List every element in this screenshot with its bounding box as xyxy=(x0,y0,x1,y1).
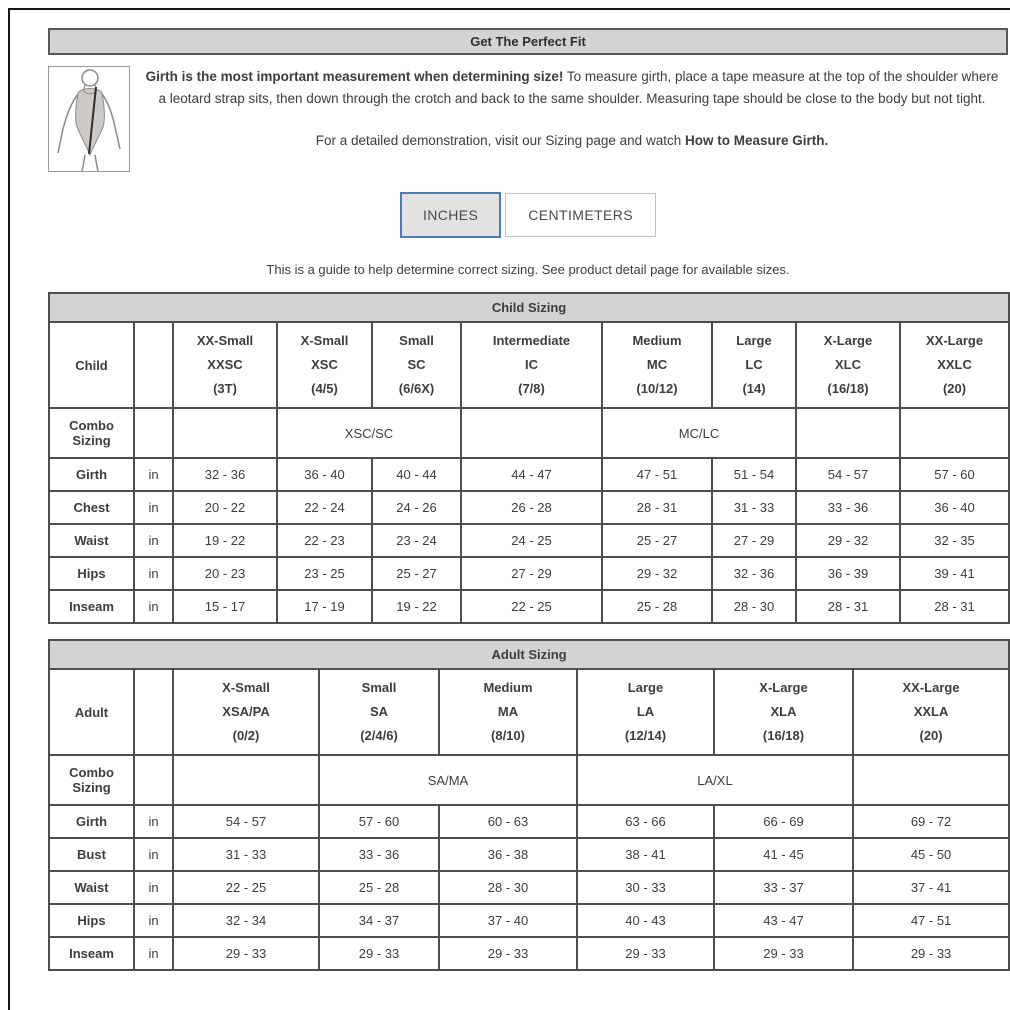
girth-measure-diagram-icon xyxy=(48,66,130,172)
combo-sizing-cell: LA/XL xyxy=(577,755,853,805)
size-range-cell: 30 - 33 xyxy=(577,871,714,904)
size-range-cell: 22 - 23 xyxy=(277,524,372,557)
size-range-cell: 17 - 19 xyxy=(277,590,372,623)
measurement-row xyxy=(49,838,1009,871)
unit-cell: in xyxy=(134,557,173,590)
size-range-cell: 23 - 24 xyxy=(372,524,461,557)
size-range-cell: 51 - 54 xyxy=(712,458,796,491)
size-range-cell: 22 - 25 xyxy=(461,590,602,623)
size-column-header: Medium MA (8/10) xyxy=(439,669,577,755)
size-range-cell: 32 - 35 xyxy=(900,524,1009,557)
unit-cell: in xyxy=(134,458,173,491)
demo-note-text: For a detailed demonstration, visit our Sizing page and watch xyxy=(315,132,685,148)
demo-note xyxy=(142,130,1002,152)
measurement-row xyxy=(49,491,1009,524)
unit-cell: in xyxy=(134,524,173,557)
measurement-label: Girth xyxy=(49,805,134,838)
measurement-row xyxy=(49,937,1009,970)
size-range-cell: 32 - 36 xyxy=(712,557,796,590)
size-column-header: X-Small XSA/PA (0/2) xyxy=(173,669,319,755)
size-range-cell: 47 - 51 xyxy=(853,904,1009,937)
size-range-cell: 33 - 36 xyxy=(319,838,439,871)
combo-sizing-cell xyxy=(173,755,319,805)
size-range-cell: 22 - 24 xyxy=(277,491,372,524)
measurement-row xyxy=(49,871,1009,904)
unit-cell: in xyxy=(134,805,173,838)
unit-cell xyxy=(134,408,173,458)
size-range-cell: 31 - 33 xyxy=(173,838,319,871)
combo-sizing-cell xyxy=(173,408,277,458)
size-range-cell: 47 - 51 xyxy=(602,458,712,491)
combo-sizing-cell: MC/LC xyxy=(602,408,796,458)
size-range-cell: 24 - 26 xyxy=(372,491,461,524)
size-range-cell: 23 - 25 xyxy=(277,557,372,590)
size-range-cell: 25 - 28 xyxy=(602,590,712,623)
child-row-group-label: Child xyxy=(49,322,134,408)
size-range-cell: 25 - 27 xyxy=(602,524,712,557)
size-range-cell: 26 - 28 xyxy=(461,491,602,524)
adult-sizing-table xyxy=(48,639,1010,971)
size-column-header: Large LA (12/14) xyxy=(577,669,714,755)
size-range-cell: 40 - 43 xyxy=(577,904,714,937)
combo-sizing-label: Combo Sizing xyxy=(49,755,134,805)
size-range-cell: 37 - 41 xyxy=(853,871,1009,904)
size-column-header: Small SC (6/6X) xyxy=(372,322,461,408)
page-title: Get The Perfect Fit xyxy=(48,28,1008,55)
adult-table-title: Adult Sizing xyxy=(49,640,1009,669)
combo-sizing-cell xyxy=(796,408,900,458)
size-range-cell: 29 - 33 xyxy=(319,937,439,970)
sizing-guide-note: This is a guide to help determine correct sizing. See product detail page for available sizes. xyxy=(266,262,790,277)
size-range-cell: 44 - 47 xyxy=(461,458,602,491)
size-column-header: Small SA (2/4/6) xyxy=(319,669,439,755)
size-range-cell: 24 - 25 xyxy=(461,524,602,557)
combo-sizing-cell xyxy=(461,408,602,458)
size-range-cell: 32 - 34 xyxy=(173,904,319,937)
combo-sizing-label: Combo Sizing xyxy=(49,408,134,458)
unit-cell: in xyxy=(134,590,173,623)
size-range-cell: 29 - 33 xyxy=(439,937,577,970)
size-range-cell: 29 - 33 xyxy=(853,937,1009,970)
size-range-cell: 20 - 23 xyxy=(173,557,277,590)
combo-sizing-cell xyxy=(900,408,1009,458)
size-range-cell: 32 - 36 xyxy=(173,458,277,491)
unit-cell: in xyxy=(134,838,173,871)
size-column-header: Intermediate IC (7/8) xyxy=(461,322,602,408)
measurement-row xyxy=(49,524,1009,557)
measurement-label: Inseam xyxy=(49,590,134,623)
combo-sizing-cell: SA/MA xyxy=(319,755,577,805)
size-column-header: Large LC (14) xyxy=(712,322,796,408)
size-range-cell: 36 - 40 xyxy=(277,458,372,491)
size-range-cell: 20 - 22 xyxy=(173,491,277,524)
size-range-cell: 19 - 22 xyxy=(173,524,277,557)
demo-note-bold: How to Measure Girth. xyxy=(684,132,829,148)
size-column-header: Medium MC (10/12) xyxy=(602,322,712,408)
size-range-cell: 34 - 37 xyxy=(319,904,439,937)
size-range-cell: 36 - 38 xyxy=(439,838,577,871)
intro-section xyxy=(48,66,1008,172)
size-range-cell: 45 - 50 xyxy=(853,838,1009,871)
size-range-cell: 28 - 31 xyxy=(900,590,1009,623)
size-column-header: XX-Small XXSC (3T) xyxy=(173,322,277,408)
girth-instructions xyxy=(142,66,1002,110)
size-range-cell: 38 - 41 xyxy=(577,838,714,871)
unit-cell: in xyxy=(134,937,173,970)
size-range-cell: 57 - 60 xyxy=(900,458,1009,491)
unit-toggle xyxy=(48,192,1008,238)
girth-instructions-lead: Girth is the most important measurement when determining size! xyxy=(145,69,564,84)
measurement-row xyxy=(49,904,1009,937)
measurement-label: Chest xyxy=(49,491,134,524)
size-range-cell: 29 - 32 xyxy=(602,557,712,590)
size-column-header: X-Small XSC (4/5) xyxy=(277,322,372,408)
unit-cell xyxy=(134,755,173,805)
size-range-cell: 29 - 32 xyxy=(796,524,900,557)
measurement-label: Inseam xyxy=(49,937,134,970)
unit-column-header xyxy=(134,322,173,408)
combo-sizing-cell: XSC/SC xyxy=(277,408,461,458)
measurement-label: Bust xyxy=(49,838,134,871)
unit-cell: in xyxy=(134,491,173,524)
size-range-cell: 29 - 33 xyxy=(173,937,319,970)
size-range-cell: 60 - 63 xyxy=(439,805,577,838)
size-range-cell: 43 - 47 xyxy=(714,904,853,937)
size-range-cell: 40 - 44 xyxy=(372,458,461,491)
size-range-cell: 27 - 29 xyxy=(712,524,796,557)
size-range-cell: 33 - 36 xyxy=(796,491,900,524)
size-range-cell: 28 - 30 xyxy=(439,871,577,904)
size-column-header: XX-Large XXLA (20) xyxy=(853,669,1009,755)
size-range-cell: 19 - 22 xyxy=(372,590,461,623)
page-frame-left-border xyxy=(8,8,10,1010)
size-range-cell: 57 - 60 xyxy=(319,805,439,838)
measurement-row xyxy=(49,590,1009,623)
size-range-cell: 54 - 57 xyxy=(173,805,319,838)
sizing-page xyxy=(48,28,1008,971)
page-frame-top-border xyxy=(8,8,1010,10)
unit-cell: in xyxy=(134,871,173,904)
measurement-row xyxy=(49,805,1009,838)
measurement-label: Waist xyxy=(49,524,134,557)
size-range-cell: 33 - 37 xyxy=(714,871,853,904)
size-range-cell: 69 - 72 xyxy=(853,805,1009,838)
girth-instructions-body: To measure girth, place a tape measure at the top of the shoulder where a leotard strap sits, then down through the crotch and back to the same shoulder. Measuring tape should be close to the body but not tight. xyxy=(158,69,999,106)
child-table-title: Child Sizing xyxy=(49,293,1009,322)
measurement-label: Hips xyxy=(49,904,134,937)
size-range-cell: 66 - 69 xyxy=(714,805,853,838)
size-range-cell: 29 - 33 xyxy=(714,937,853,970)
intro-text xyxy=(130,66,1008,172)
size-range-cell: 25 - 28 xyxy=(319,871,439,904)
size-range-cell: 36 - 40 xyxy=(900,491,1009,524)
size-range-cell: 27 - 29 xyxy=(461,557,602,590)
size-range-cell: 31 - 33 xyxy=(712,491,796,524)
size-range-cell: 63 - 66 xyxy=(577,805,714,838)
measurement-row xyxy=(49,458,1009,491)
size-range-cell: 28 - 31 xyxy=(602,491,712,524)
size-column-header: X-Large XLA (16/18) xyxy=(714,669,853,755)
size-range-cell: 36 - 39 xyxy=(796,557,900,590)
measurement-row xyxy=(49,557,1009,590)
centimeters-button[interactable]: CENTIMETERS xyxy=(505,193,656,237)
size-range-cell: 41 - 45 xyxy=(714,838,853,871)
inches-button[interactable]: INCHES xyxy=(400,192,501,238)
unit-column-header xyxy=(134,669,173,755)
size-range-cell: 39 - 41 xyxy=(900,557,1009,590)
size-range-cell: 25 - 27 xyxy=(372,557,461,590)
size-range-cell: 28 - 30 xyxy=(712,590,796,623)
size-range-cell: 15 - 17 xyxy=(173,590,277,623)
size-column-header: XX-Large XXLC (20) xyxy=(900,322,1009,408)
size-range-cell: 28 - 31 xyxy=(796,590,900,623)
adult-row-group-label: Adult xyxy=(49,669,134,755)
measurement-label: Waist xyxy=(49,871,134,904)
size-range-cell: 37 - 40 xyxy=(439,904,577,937)
measurement-label: Hips xyxy=(49,557,134,590)
unit-cell: in xyxy=(134,904,173,937)
size-range-cell: 22 - 25 xyxy=(173,871,319,904)
combo-sizing-cell xyxy=(853,755,1009,805)
size-column-header: X-Large XLC (16/18) xyxy=(796,322,900,408)
child-sizing-table xyxy=(48,292,1010,624)
size-range-cell: 29 - 33 xyxy=(577,937,714,970)
size-range-cell: 54 - 57 xyxy=(796,458,900,491)
measurement-label: Girth xyxy=(49,458,134,491)
